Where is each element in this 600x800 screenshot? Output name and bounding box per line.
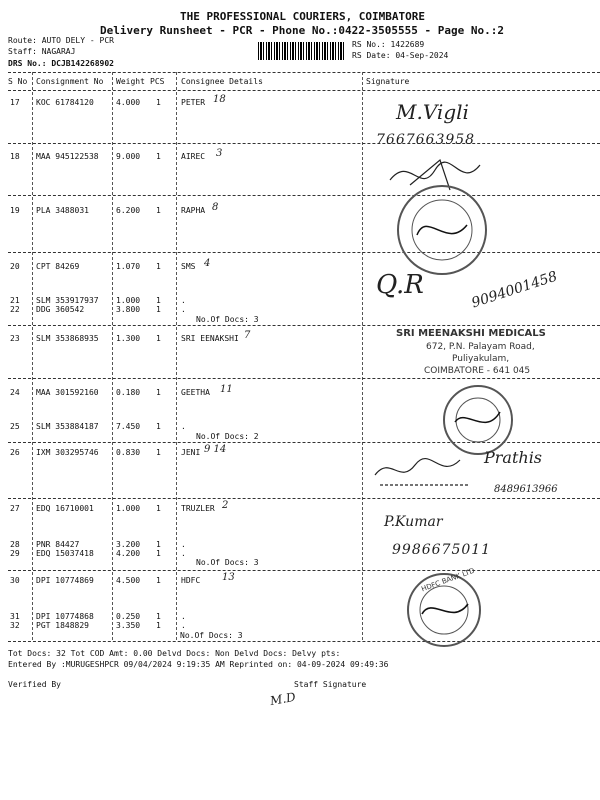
signature-phone: 9094001458 [469,268,560,312]
staff-signature-mark: M.D [268,689,297,709]
barcode [258,42,346,60]
col-rule [362,72,363,640]
row-weight: 1.000 [116,504,141,513]
row-consignee: . [181,612,186,621]
table-top-rule [8,72,600,73]
row-rule [8,143,600,144]
staff-signature-label: Staff Signature [294,680,367,689]
row-pcs: 1 [156,152,161,161]
drs-number: DRS No.: DCJB142268902 [8,59,114,68]
row-weight: 9.000 [116,152,141,161]
hand-mark: 4 [204,258,211,269]
row-weight: 3.200 [116,540,141,549]
hand-mark: 2 [222,500,229,511]
stamp-line: SRI MEENAKSHI MEDICALS [396,328,546,339]
row-sno: 18 [10,152,20,161]
col-rule [176,72,177,640]
signature-phone: 9986675011 [392,542,492,558]
row-consignee: . [181,621,186,630]
row-sno: 28 [10,540,20,549]
row-weight: 7.450 [116,422,141,431]
row-consignment: MAA 945122538 [36,152,99,161]
row-sno: 30 [10,576,20,585]
row-pcs: 1 [156,612,161,621]
row-consignee: . [181,549,186,558]
row-consignee: . [181,540,186,549]
row-pcs: 1 [156,388,161,397]
row-consignment: MAA 301592160 [36,388,99,397]
col-consignee: Consignee Details [181,77,263,86]
row-consignee: SMS [181,262,196,271]
row-consignee: . [181,296,186,305]
row-consignee: RAPHA [181,206,206,215]
row-rule [8,378,600,379]
row-rule [8,570,600,571]
row-weight: 0.180 [116,388,141,397]
totals-line: Tot Docs: 32 Tot COD Amt: 0.00 Delvd Docs: Non Delvd Docs: Delvy pts: [8,649,341,658]
row-consignment: PGT 1848829 [36,621,89,630]
row-pcs: 1 [156,305,161,314]
row-weight: 3.800 [116,305,141,314]
row-consignment: SLM 353884187 [36,422,99,431]
row-consignee: . [181,422,186,431]
row-weight: 0.830 [116,448,141,457]
runsheet-title: Delivery Runsheet - PCR - Phone No.:0422-3505555 - Page No.:2 [100,24,504,37]
row-weight: 1.000 [116,296,141,305]
row-sno: 27 [10,504,20,513]
row-pcs: 1 [156,448,161,457]
round-stamp [440,382,516,458]
col-weight: Weight [116,77,145,86]
signature-scribble [370,450,480,490]
row-sno: 21 [10,296,20,305]
row-consignment: DPI 10774868 [36,612,94,621]
row-consignment: EDQ 15037418 [36,549,94,558]
col-rule [112,72,113,640]
row-consignee: JENI [181,448,201,457]
hand-mark: 3 [216,148,223,159]
entered-by-line: Entered By :MURUGESHPCR 09/04/2024 9:19:35 AM Reprinted on: 04-09-2024 09:49:36 [8,660,389,669]
row-rule [8,252,600,253]
stamp-line: Puliyakulam, [452,354,510,364]
row-sno: 26 [10,448,20,457]
row-sno: 31 [10,612,20,621]
row-consignment: CPT 84269 [36,262,80,271]
row-weight: 4.000 [116,98,141,107]
verified-by: Verified By [8,680,61,689]
row-weight: 3.350 [116,621,141,630]
docs-count: No.Of Docs: 3 [196,558,259,567]
signature-phone: 8489613966 [494,484,558,495]
row-sno: 32 [10,621,20,630]
hand-mark: 7 [244,330,251,341]
row-consignment: SLM 353868935 [36,334,99,343]
docs-count: No.Of Docs: 3 [196,315,259,324]
row-consignee: TRUZLER [181,504,215,513]
row-pcs: 1 [156,549,161,558]
row-pcs: 1 [156,576,161,585]
signature-name: Prathis [484,448,543,467]
hand-mark: 8 [212,202,219,213]
row-weight: 1.070 [116,262,141,271]
row-weight: 0.250 [116,612,141,621]
col-rule [32,72,33,640]
row-sno: 19 [10,206,20,215]
hand-mark: 13 [222,572,235,583]
row-weight: 1.300 [116,334,141,343]
docs-count: No.Of Docs: 2 [196,432,259,441]
bank-stamp-text: HDFC BANK LTD [420,566,476,594]
row-pcs: 1 [156,504,161,513]
signature-name: P.Kumar [384,514,443,530]
hand-mark: 11 [220,384,233,395]
row-consignment: KOC 61784120 [36,98,94,107]
row-sno: 29 [10,549,20,558]
col-signature: Signature [366,77,410,86]
row-weight: 4.500 [116,576,141,585]
row-consignee: SRI EENAKSHI [181,334,239,343]
signature-name: M.Vigli [396,100,469,124]
row-sno: 20 [10,262,20,271]
row-consignment: PNR 84427 [36,540,80,549]
row-consignment: SLM 353917937 [36,296,99,305]
stamp-line: COIMBATORE - 641 045 [424,366,531,376]
row-weight: 6.200 [116,206,141,215]
route-label: Route: AUTO DELY - PCR [8,36,114,45]
row-consignment: EDQ 16710001 [36,504,94,513]
hand-mark: 18 [213,94,226,105]
row-consignee: HDFC [181,576,201,585]
row-sno: 23 [10,334,20,343]
row-pcs: 1 [156,262,161,271]
row-sno: 22 [10,305,20,314]
row-consignment: DDG 360542 [36,305,85,314]
row-consignment: DPI 10774869 [36,576,94,585]
rs-date: RS Date: 04-Sep-2024 [352,51,449,60]
row-rule [8,195,600,196]
row-pcs: 1 [156,98,161,107]
docs-count: No.Of Docs: 3 [180,631,243,640]
hand-mark: 9 14 [204,444,227,455]
row-consignment: PLA 3488031 [36,206,89,215]
signature-initials: Q.R [376,270,424,300]
col-pcs: PCS [150,77,165,86]
table-header-rule [8,90,600,91]
row-pcs: 1 [156,540,161,549]
rs-number: RS No.: 1422689 [352,40,425,49]
row-pcs: 1 [156,296,161,305]
round-stamp [392,180,492,280]
row-consignee: PETER [181,98,206,107]
company-name: THE PROFESSIONAL COURIERS, COIMBATORE [180,10,426,23]
row-pcs: 1 [156,334,161,343]
row-consignee: . [181,305,186,314]
table-bottom-rule [8,641,600,642]
row-sno: 25 [10,422,20,431]
row-consignment: IXM 303295746 [36,448,99,457]
col-consignment: Consignment No [36,77,104,86]
row-pcs: 1 [156,422,161,431]
row-pcs: 1 [156,621,161,630]
row-weight: 4.200 [116,549,141,558]
staff-label: Staff: NAGARAJ [8,47,76,56]
col-sno: S No [8,77,28,86]
row-rule [8,325,600,326]
stamp-line: 672, P.N. Palayam Road, [426,342,535,352]
row-consignee: GEETHA [181,388,210,397]
row-rule [8,498,600,499]
signature-phone: 7667663958 [376,132,476,148]
row-sno: 17 [10,98,20,107]
row-consignee: AIREC [181,152,206,161]
row-sno: 24 [10,388,20,397]
row-pcs: 1 [156,206,161,215]
